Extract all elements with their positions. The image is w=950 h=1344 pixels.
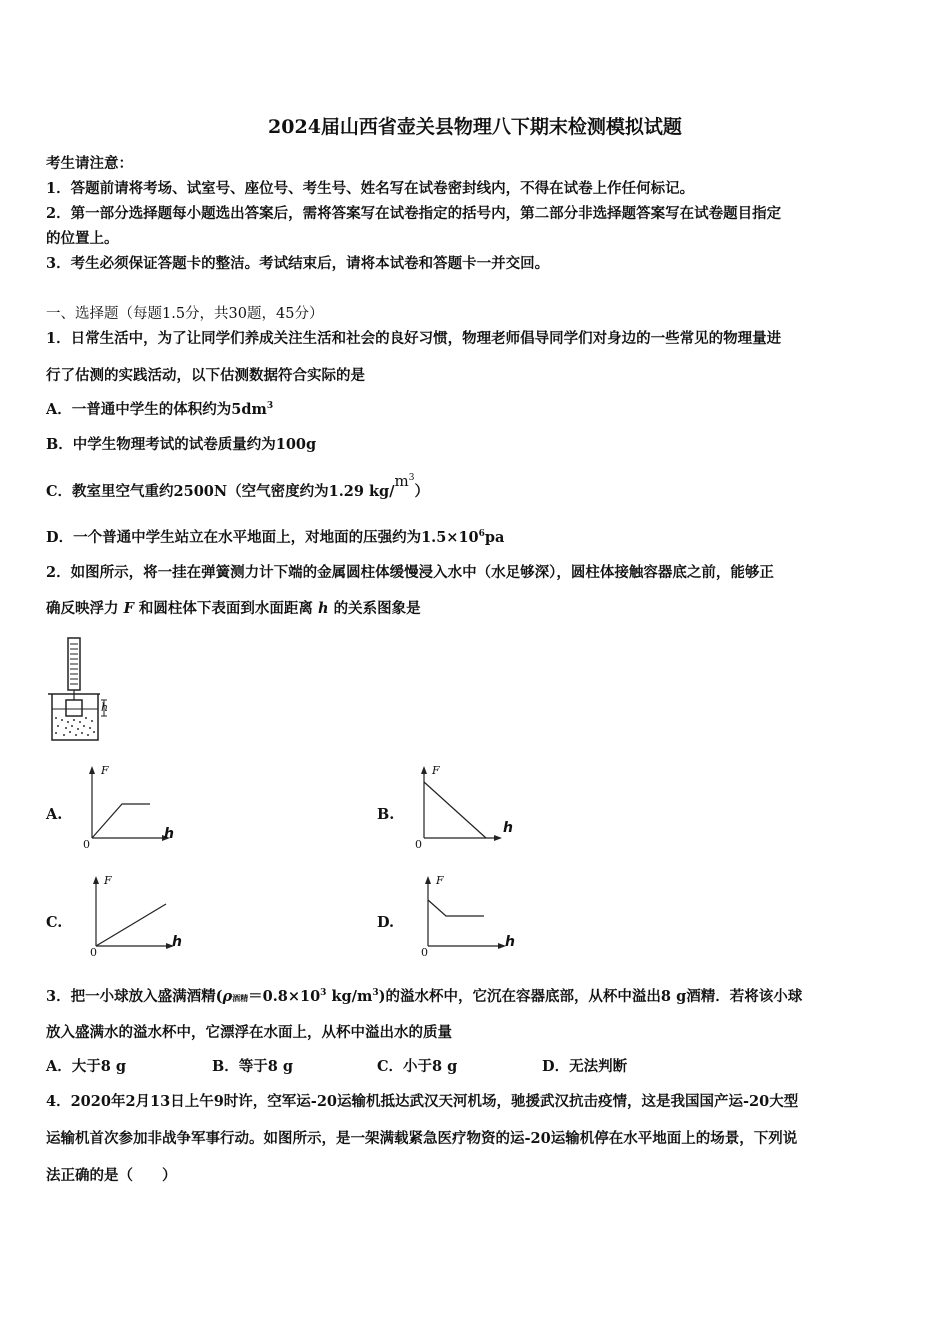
q1-option-a-sup: 3 [266,401,274,412]
q1-option-a-text: A．一普通中学生的体积约为5dm [46,401,267,418]
q4-stem-line2: 运输机首次参加非战争军事行动。如图所示，是一架满载紧急医疗物资的运-20运输机停在水平地面上的场景，下列说 [46,1130,798,1147]
graph-d-origin: 0 [421,946,428,959]
q1-option-c-close: ） [414,483,429,500]
notice-item-1: 1．答题前请将考场、试室号、座位号、考生号、姓名写在试卷密封线内，不得在试卷上作任何标记。 [46,180,695,197]
graph-d[interactable] [416,870,526,965]
q2-var-F: F [123,600,134,617]
q2-var-h: h [317,600,329,617]
graph-b-x-arrow [494,835,502,841]
q3-rho-sub: 酒精 [232,993,249,1003]
graph-d-curve [428,900,484,916]
notice-item-2: 2．第一部分选择题每小题选出答案后，需将答案写在试卷指定的括号内，第二部分非选择题答案写在试卷题目指定 [46,205,782,222]
graph-d-label: D. [377,914,395,931]
q2-stem-line2: 确反映浮力 F 和圆柱体下表面到水面距离 h 的关系图象是 [46,600,421,617]
q1-option-d [46,526,504,547]
graph-c-y-label: F [104,874,112,887]
q3-option-a: A．大于8 g [46,1058,127,1075]
graph-c-origin: 0 [90,946,97,959]
q1-stem-line2: 行了估测的实践活动，以下估测数据符合实际的是 [46,367,365,384]
graph-b-label: B. [377,806,395,823]
notice-item-2-cont: 的位置上。 [46,230,119,247]
graph-c-x-label: h [172,934,182,950]
q3-stem-line1: 3．把一小球放入盛满酒精(ρ酒精$=0.8\times 10^3$ $kg/m^3$)的溢水杯中，它沉在容器底部，从杯中溢出8 g酒精．若将该小球 [46,988,803,1005]
graph-b-curve [424,782,486,838]
graph-a-curve [92,804,150,838]
q1-option-c-text: C．教室里空气重约2500N（空气密度约为1.29 kg/ [46,483,395,500]
spring-scale-apparatus-figure [44,636,114,748]
notice-heading: 考生请注意： [46,155,133,172]
graph-a-x-label: h [164,826,174,842]
graph-c-label: C. [46,914,63,931]
graph-b-x-label: h [503,820,513,836]
graph-d-y-label: F [436,874,444,887]
graph-b-y-label: F [432,764,440,777]
graph-c[interactable] [84,870,194,965]
q1-option-d-sup: 6 [478,529,485,540]
graph-c-curve [96,904,166,946]
q1-option-d-unit: pa [484,529,505,546]
graph-a-label: A. [46,806,63,823]
graph-c-y-arrow [93,876,99,884]
graph-b[interactable] [412,760,522,855]
q1-option-a [46,398,273,419]
q3-option-c: C．小于8 g [377,1058,458,1075]
q1-stem-line1: 1．日常生活中，为了让同学们养成关注生活和社会的良好习惯，物理老师倡导同学们对身边的一些常见的物理量进 [46,330,782,347]
q3-option-b: B．等于8 g [212,1058,294,1075]
q1-option-b: B．中学生物理考试的试卷质量约为100g [46,436,317,453]
graph-b-origin: 0 [415,838,422,851]
section-heading: 一、选择题（每题1.5分，共30题，45分） [46,306,324,322]
apparatus-h-label: h [101,701,109,714]
q4-stem-line1: 4．2020年2月13日上午9时许，空军运-20运输机抵达武汉天河机场，驰援武汉抗击疫情，这是我国国产运-20大型 [46,1093,799,1110]
graph-a-y-label: F [101,764,109,777]
graph-d-x-label: h [505,934,515,950]
notice-item-3: 3．考生必须保证答题卡的整洁。考试结束后，请将本试卷和答题卡一并交回。 [46,255,550,272]
graph-a-y-arrow [89,766,95,774]
graph-d-y-arrow [425,876,431,884]
q3-stem-line2: 放入盛满水的溢水杯中，它漂浮在水面上，从杯中溢出水的质量 [46,1024,452,1041]
q1-option-c-unit: $m^3$ [394,472,415,490]
q4-stem-line3: 法正确的是（ ） [46,1167,177,1184]
q3-rho: ρ [222,988,233,1005]
graph-b-y-arrow [421,766,427,774]
graph-a-origin: 0 [83,838,90,851]
page-title: 2024届山西省壶关县物理八下期末检测模拟试题 [268,116,682,138]
q1-option-c [46,472,429,501]
q3-option-d: D．无法判断 [542,1058,628,1075]
q2-stem-line1: 2．如图所示，将一挂在弹簧测力计下端的金属圆柱体缓慢浸入水中（水足够深），圆柱体接触容器底之前，能够正 [46,564,774,581]
q1-option-d-text: D．一个普通中学生站立在水平地面上，对地面的压强约为1.5×10 [46,529,479,546]
